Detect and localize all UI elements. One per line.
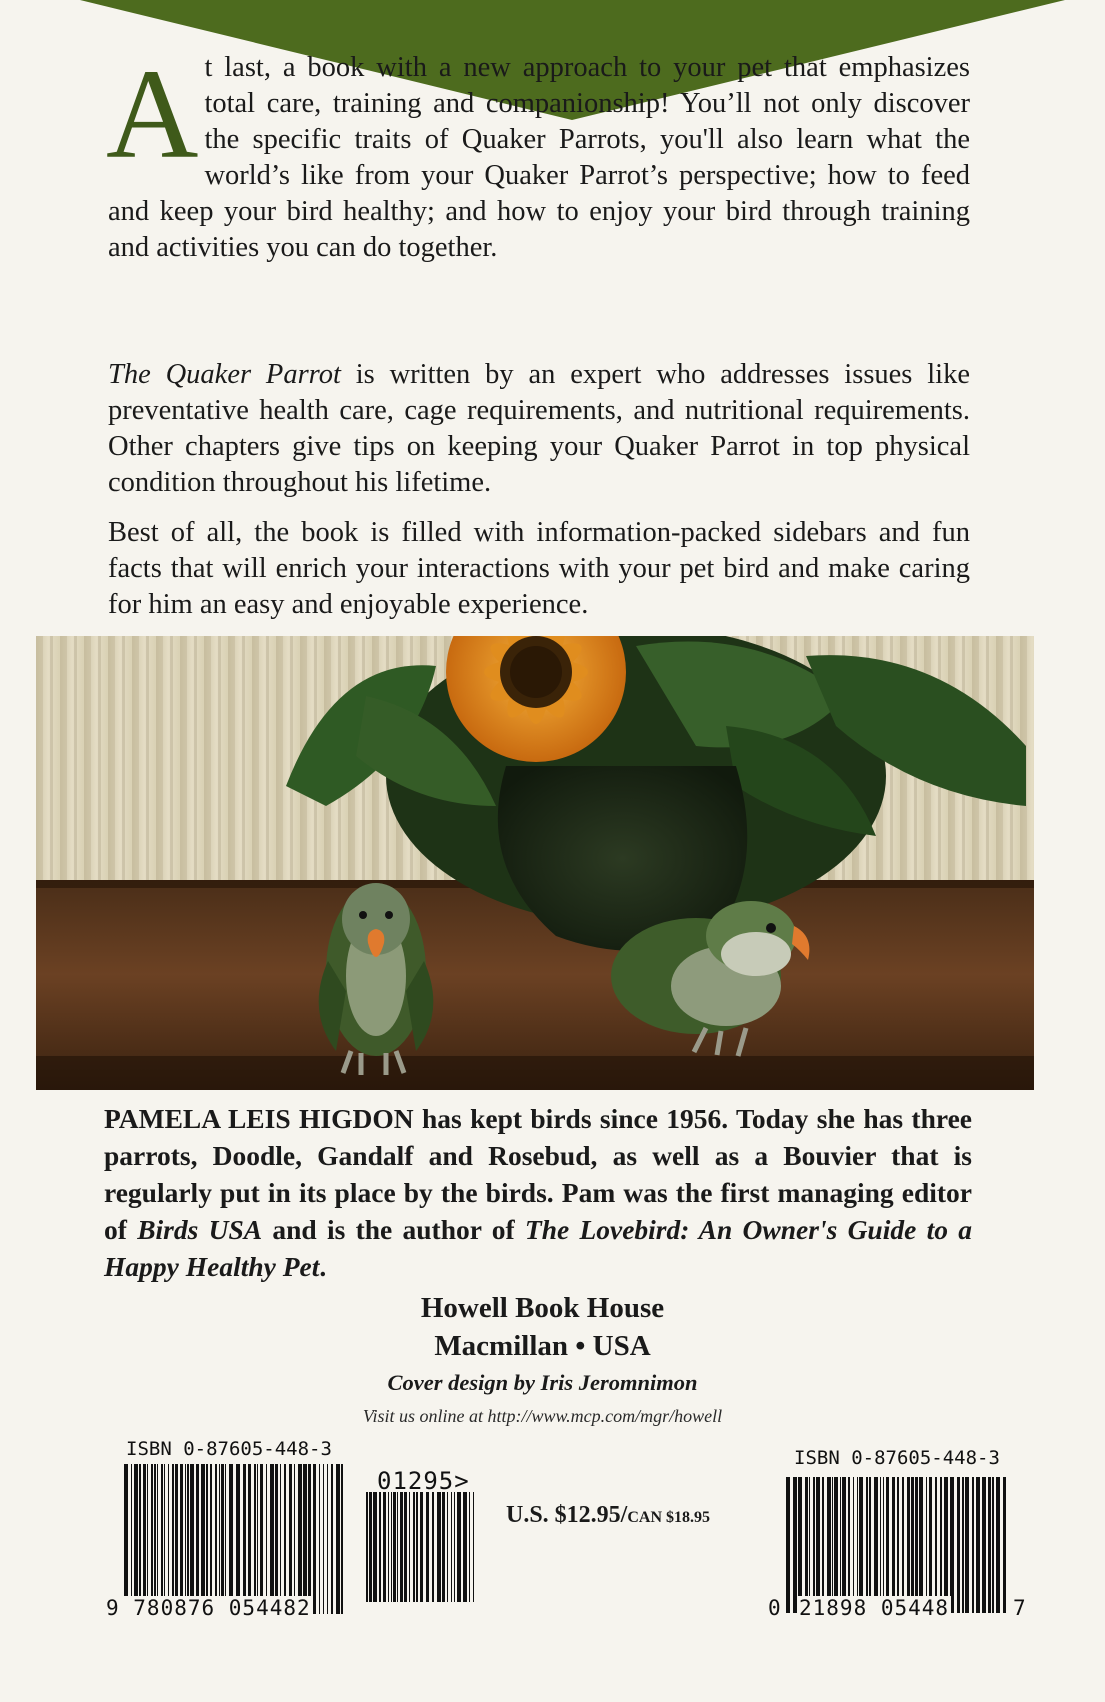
blurb-paragraph-1 — [106, 43, 970, 266]
bio-text-1: PAMELA LEIS HIGDON has kept birds since 1956. Today she has three parrots, Doodle, Gandalf and Rosebud, as well as a Bouvier that is regularly put in its place by the birds. Pam was the first managing editor of — [104, 1103, 972, 1245]
upc-last-digit: 7 — [1013, 1596, 1026, 1620]
parrots-sunflower-photo-icon — [36, 636, 1034, 1090]
bio-text-2: and is the author of — [262, 1214, 525, 1245]
isbn-left: ISBN 0-87605-448-3 — [126, 1438, 332, 1460]
blurb-paragraph-2 — [108, 357, 970, 501]
blurb-p1-text: t last, a book with a new approach to your pet that emphasizes total care, training and companionship! You’ll not only discover the specific traits of Quaker Parrots, you'll also learn what the world’s like from your Quaker Parrot’s perspective; how to feed and keep your bird healthy; and how to enjoy your bird through training and activities you can do together. — [108, 52, 970, 263]
price — [506, 1502, 710, 1529]
price-code: 01295> — [377, 1467, 470, 1495]
isbn-barcode-digits: 9 780876 054482 — [106, 1596, 311, 1620]
drop-cap: A — [106, 43, 199, 185]
magazine-title: Birds USA — [137, 1214, 263, 1245]
cover-design-credit: Cover design by Iris Jeromnimon — [387, 1370, 698, 1395]
isbn-right: ISBN 0-87605-448-3 — [794, 1447, 1000, 1469]
parrots-photo — [36, 636, 1034, 1090]
blurb-p2-text: is written by an expert who addresses issues like preventative health care, cage requirements, and nutritional requirements. Other chapters give tips on keeping your Quaker Parrot in top physical condition throughout his lifetime. — [108, 359, 970, 498]
publisher-website: Visit us online at http://www.mcp.com/mgr/howell — [362, 1406, 723, 1426]
upc-barcode — [786, 1477, 1010, 1613]
blurb-p3-text: Best of all, the book is filled with information-packed sidebars and fun facts that will enrich your interactions with your pet bird and make caring for him an easy and enjoyable experience. — [108, 517, 970, 620]
upc-first-digit: 0 — [768, 1596, 781, 1620]
publisher-name: Howell Book House — [420, 1292, 665, 1324]
publisher-imprint: Macmillan • USA — [434, 1330, 651, 1362]
price-can: CAN $18.95 — [627, 1509, 711, 1526]
lovebird-book-title: The Lovebird: An Owner's Guide to a Happy Healthy Pet — [104, 1214, 972, 1282]
book-title: The Quaker Parrot — [108, 359, 341, 390]
price-barcode — [366, 1492, 478, 1602]
upc-digits: 21898 05448 — [799, 1596, 950, 1620]
author-bio — [104, 1100, 972, 1285]
blurb-paragraph-3 — [108, 515, 970, 623]
price-us: U.S. $12.95/ — [506, 1502, 628, 1528]
isbn-barcode — [124, 1464, 346, 1614]
bio-text-3: . — [319, 1251, 327, 1282]
